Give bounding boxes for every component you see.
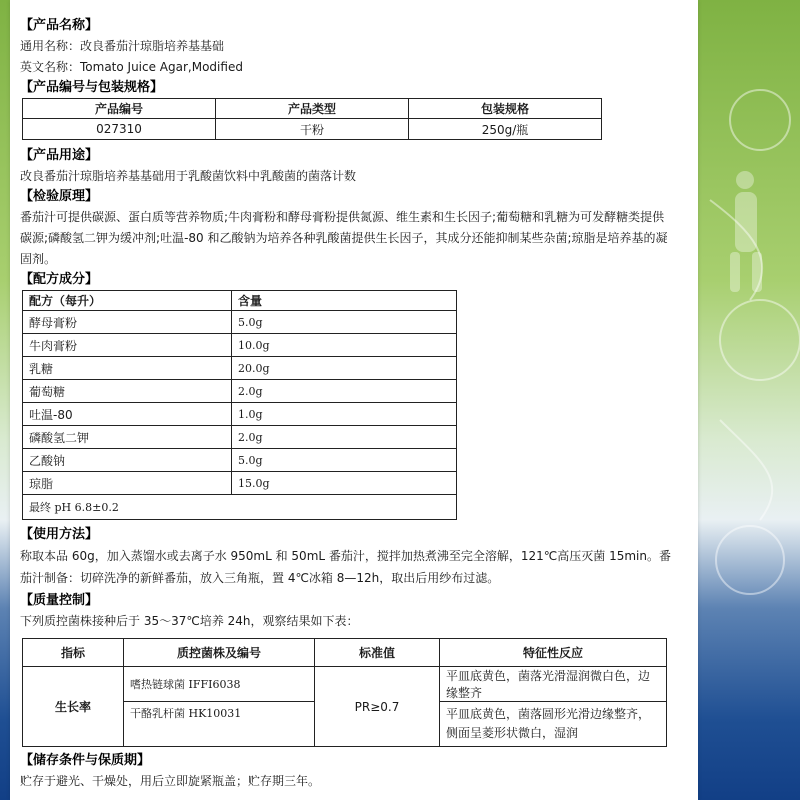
table-row (23, 311, 457, 334)
package-heading: 【产品编号与包装规格】 (20, 80, 164, 95)
ingredient-amount: 5.0g (232, 449, 457, 472)
qc-intro: 下列质控菌株接种后于 35～37℃培养 24h，观察结果如下表： (20, 614, 359, 628)
header-formula: 配方（每升） (23, 291, 232, 311)
table-row (23, 449, 457, 472)
header-indicator: 指标 (23, 639, 124, 667)
ingredient-name: 乳糖 (23, 357, 232, 380)
product-name-heading: 【产品名称】 (20, 18, 99, 33)
table-row (23, 357, 457, 380)
principle-text: 番茄汁可提供碳源、蛋白质等营养物质;牛肉膏粉和酵母膏粉提供氮源、维生素和生长因子;葡萄糖和乳糖为可发酵糖类提供碳源;磷酸氢二钾为缓冲剂;吐温-80 和乙酸钠为培养各种乳酸菌提供生长因子，其成分还能抑制某些杂菌;琼脂是培养基的凝固剂。 (20, 210, 668, 266)
table-row (23, 334, 457, 357)
ingredient-name: 酵母膏粉 (23, 311, 232, 334)
method-heading: 【使用方法】 (20, 527, 99, 542)
reaction-cell: 平皿底黄色，菌落圆形光滑边缘整齐，侧面呈菱形状微白，湿润 (440, 702, 667, 747)
header-package-spec: 包装规格 (409, 99, 602, 119)
storage-text: 贮存于避光、干燥处，用后立即旋紧瓶盖；贮存期三年。 (20, 774, 321, 788)
ingredient-amount: 2.0g (232, 426, 457, 449)
formula-table (22, 290, 457, 520)
method-text: 称取本品 60g，加入蒸馏水或去离子水 950mL 和 50mL 番茄汁，搅拌加热煮沸至完全溶解，121℃高压灭菌 15min。番茄汁制备：切碎洗净的新鲜番茄，放入三角瓶，置 4℃冰箱 8—12h，取出后用纱布过滤。 (20, 549, 671, 585)
ingredient-name: 葡萄糖 (23, 380, 232, 403)
header-amount: 含量 (232, 291, 457, 311)
table-row (23, 380, 457, 403)
document-page (10, 0, 698, 800)
header-product-code: 产品编号 (23, 99, 216, 119)
storage-heading: 【储存条件与保质期】 (20, 753, 151, 768)
background-decoration (690, 0, 800, 800)
qc-table (22, 638, 667, 747)
qc-heading: 【质量控制】 (20, 593, 99, 608)
package-spec: 250g/瓶 (409, 119, 602, 140)
reaction-cell: 平皿底黄色，菌落光滑湿润微白色，边缘整齐 (440, 667, 667, 702)
table-header-row (23, 99, 602, 119)
table-row (23, 667, 667, 702)
ingredient-name: 乙酸钠 (23, 449, 232, 472)
generic-name: 通用名称：改良番茄汁琼脂培养基基础 (20, 39, 225, 53)
ingredient-amount: 1.0g (232, 403, 457, 426)
english-name: 英文名称：Tomato Juice Agar,Modified (20, 60, 243, 74)
product-code: 027310 (23, 119, 216, 140)
usage-heading: 【产品用途】 (20, 148, 99, 163)
header-strain: 质控菌株及编号 (124, 639, 315, 667)
header-reaction: 特征性反应 (440, 639, 667, 667)
header-standard: 标准值 (315, 639, 440, 667)
ingredient-amount: 2.0g (232, 380, 457, 403)
header-product-type: 产品类型 (216, 99, 409, 119)
ingredient-name: 磷酸氢二钾 (23, 426, 232, 449)
formula-heading: 【配方成分】 (20, 272, 99, 287)
table-header-row (23, 639, 667, 667)
ingredient-name: 琼脂 (23, 472, 232, 495)
ingredient-amount: 20.0g (232, 357, 457, 380)
indicator-cell: 生长率 (23, 667, 124, 747)
final-ph-row (23, 495, 457, 520)
product-type: 干粉 (216, 119, 409, 140)
usage-text: 改良番茄汁琼脂培养基基础用于乳酸菌饮料中乳酸菌的菌落计数 (20, 169, 357, 183)
ingredient-name: 牛肉膏粉 (23, 334, 232, 357)
principle-heading: 【检验原理】 (20, 189, 99, 204)
table-row (23, 472, 457, 495)
ingredient-name: 吐温-80 (23, 403, 232, 426)
table-row (23, 403, 457, 426)
strain-cell: 干酪乳杆菌 HK10031 (124, 702, 315, 747)
package-table (22, 98, 602, 140)
ingredient-amount: 15.0g (232, 472, 457, 495)
ingredient-amount: 10.0g (232, 334, 457, 357)
strain-cell: 嗜热链球菌 IFFI6038 (124, 667, 315, 702)
ingredient-amount: 5.0g (232, 311, 457, 334)
table-header-row (23, 291, 457, 311)
table-row (23, 426, 457, 449)
standard-cell: PR≥0.7 (315, 667, 440, 747)
final-ph: 最终 pH 6.8±0.2 (23, 495, 457, 520)
table-row (23, 119, 602, 140)
